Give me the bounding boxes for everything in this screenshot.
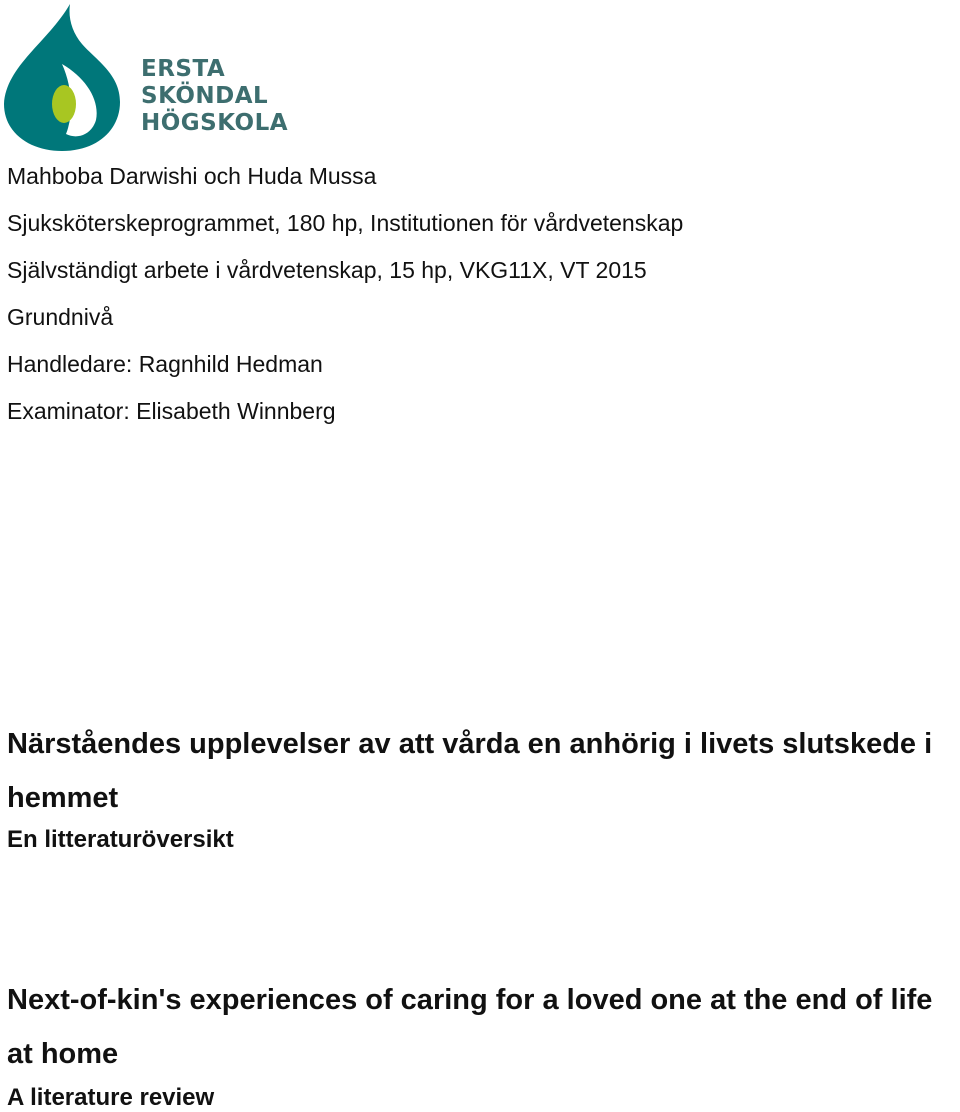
university-logo: [4, 4, 294, 152]
subtitle-english: A literature review: [7, 1084, 215, 1111]
drop-leaf-logo-icon: [4, 4, 134, 152]
logo-line-skondal: SKÖNDAL: [141, 83, 269, 109]
authors: Mahboba Darwishi och Huda Mussa: [7, 163, 377, 189]
logo-wordmark: [141, 56, 288, 137]
logo-line-hogskola: HÖGSKOLA: [141, 110, 289, 136]
title-swedish: Närståendes upplevelser av att vårda en anhörig i livets slutskede i hemmet: [7, 728, 933, 814]
course: Självständigt arbete i vårdvetenskap, 15 hp, VKG11X, VT 2015: [7, 257, 647, 283]
level: Grundnivå: [7, 304, 114, 330]
logo-line-ersta: ERSTA: [141, 56, 226, 82]
thesis-metadata: [7, 160, 683, 442]
title-english: Next-of-kin's experiences of caring for a loved one at the end of life at home: [7, 984, 933, 1070]
subtitle-swedish: En litteraturöversikt: [7, 826, 234, 853]
supervisor: Handledare: Ragnhild Hedman: [7, 351, 323, 377]
examiner: Examinator: Elisabeth Winnberg: [7, 398, 336, 424]
program: Sjuksköterskeprogrammet, 180 hp, Institutionen för vårdvetenskap: [7, 210, 684, 236]
